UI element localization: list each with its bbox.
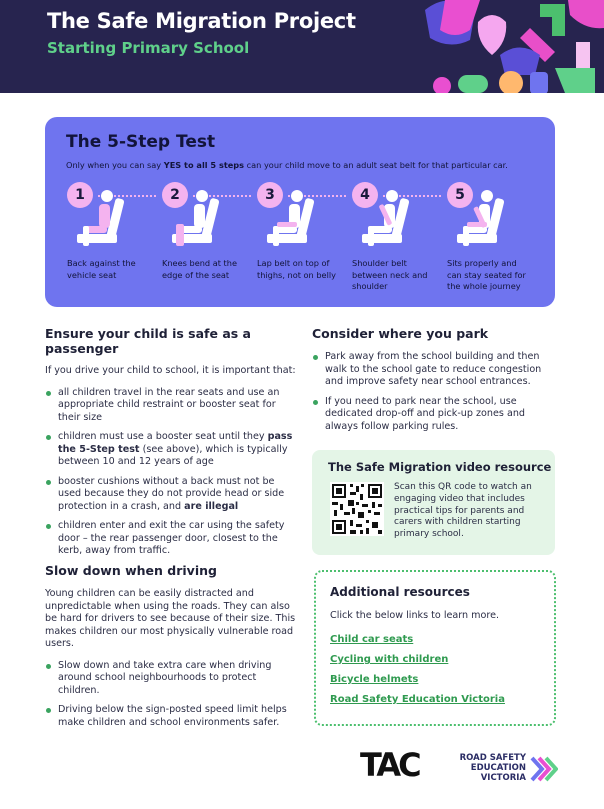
list-item: If you need to park near the school, use dedicated drop-off and pick-up zones and always follow parking rules. [312,396,555,434]
slow-down-intro: Young children can be easily distracted and unpredictable when using the roads. They can also be hard for drivers to see because of their size. This makes children our most physically vulnerable road users. [45,588,296,649]
tac-logo [360,746,440,786]
parking-heading: Consider where you park [312,326,489,341]
list-text: (see above), which is typically between 10 and 12 years of age [58,443,288,467]
header-decoration [0,0,604,93]
intro-text-2: can your child move to an adult seat belt for that particular car. [244,160,508,170]
list-item: children enter and exit the car using the safety door – the rear passenger door, closest to the kerb, away from traffic. [45,520,297,558]
passenger-section [45,326,297,565]
intro-text-1: Only when you can say [66,160,164,170]
list-text: booster cushions without a back must not be used because they do not provide head or side protection in a crash, and [58,475,285,512]
qr-code[interactable] [330,482,384,536]
resources-title: Additional resources [330,585,470,599]
step-number: 5 [447,182,473,208]
rsev-logo [452,753,562,789]
five-step-title: The 5-Step Test [66,132,216,152]
additional-resources-box [314,570,556,726]
page-title: The Safe Migration Project [47,9,356,33]
passenger-intro: If you drive your child to school, it is important that: [45,365,296,376]
step-number: 3 [257,182,283,208]
link-bicycle-helmets[interactable]: Bicycle helmets [330,674,419,685]
list-item: Driving below the sign-posted speed limit helps make children and school environments safer. [45,704,297,729]
page-header [0,0,604,93]
five-step-intro [66,160,508,170]
intro-text-bold: YES to all 5 steps [163,160,245,170]
list-item: Slow down and take extra care when driving around school neighbourhoods to protect children. [45,660,297,698]
step-number: 4 [352,182,378,208]
page-subtitle: Starting Primary School [47,39,250,57]
slow-down-section [45,563,297,736]
parking-section [312,326,555,440]
five-step-test-panel [45,117,555,307]
step-caption: Back against the vehicle seat [67,258,136,280]
rsev-line-2: EDUCATION [470,763,526,773]
passenger-heading: Ensure your child is safe as a passenger [45,326,251,356]
video-description: Scan this QR code to watch an engaging video that includes practical tips for parents and carers with children starting primary school. [394,482,532,540]
link-cycling-with-children[interactable]: Cycling with children [330,654,449,665]
list-item [45,431,297,469]
slow-down-heading: Slow down when driving [45,563,217,578]
list-text: children must use a booster seat until they [58,431,268,442]
step-number: 1 [67,182,93,208]
list-text-bold: pass the 5-Step test [58,431,293,455]
slow-down-list [45,660,297,730]
chevron-right-icon [530,756,558,782]
link-road-safety-education-victoria[interactable]: Road Safety Education Victoria [330,694,505,705]
step-caption: Shoulder belt between neck and shoulder [352,258,428,291]
rsev-line-3: VICTORIA [480,773,526,783]
step-number: 2 [162,182,188,208]
list-item: all children travel in the rear seats and use an appropriate child restraint or booster seat for their size [45,387,297,425]
rsev-line-1: ROAD SAFETY [459,753,526,763]
parking-list [312,351,555,433]
video-title: The Safe Migration video resource [328,460,552,474]
list-item: Park away from the school building and then walk to the school gate to reduce congestion and improve safety near school entrances. [312,351,555,389]
step-caption: Knees bend at the edge of the seat [162,258,237,280]
resources-intro: Click the below links to learn more. [330,610,500,621]
step-caption: Lap belt on top of thighs, not on belly [257,258,336,280]
video-resource-box [312,450,555,555]
passenger-list [45,387,297,558]
step-caption: Sits properly and can stay seated for the whole journey [447,258,526,291]
link-child-car-seats[interactable]: Child car seats [330,634,414,645]
list-text-bold: are illegal [184,500,239,512]
list-item [45,476,297,514]
tac-logo-text: TAC [360,746,419,784]
